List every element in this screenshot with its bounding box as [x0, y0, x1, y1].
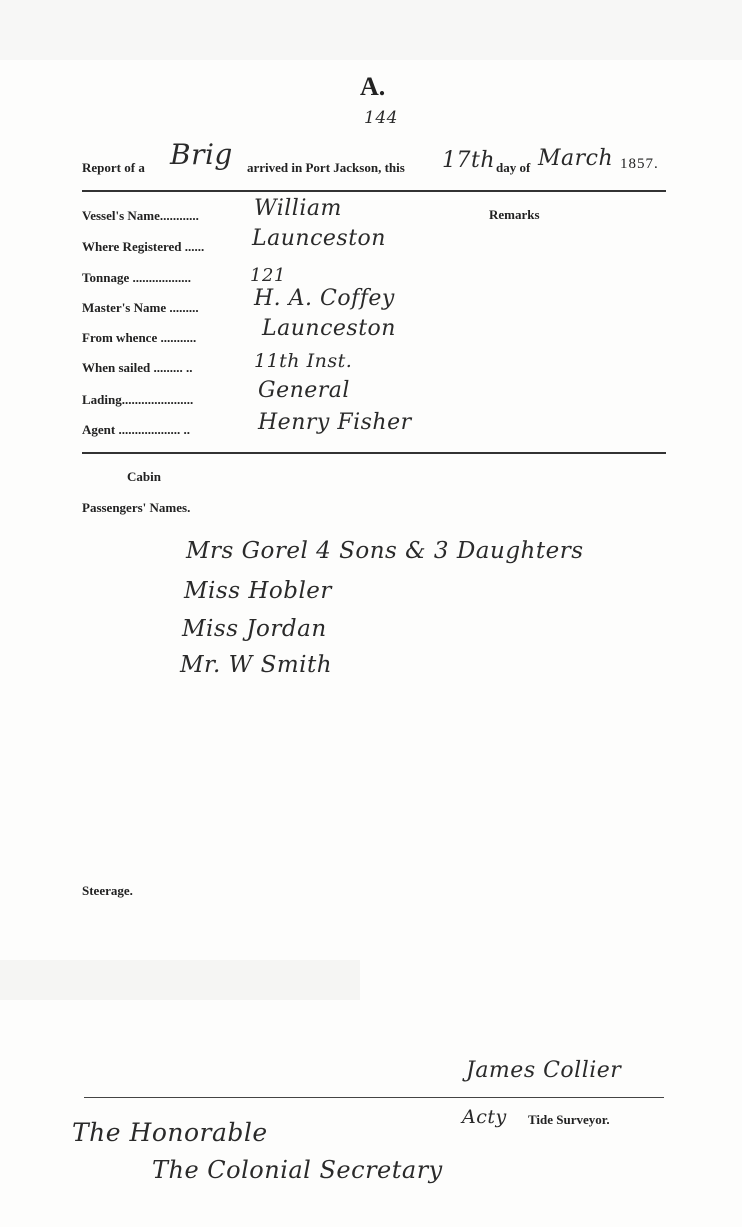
- vessel-type: Brig: [170, 138, 233, 171]
- agent-label: Agent ................... ..: [82, 422, 190, 437]
- sailed-value: 11th Inst.: [254, 350, 353, 372]
- form-number: 144: [364, 108, 398, 128]
- header-rule: [82, 190, 666, 192]
- arrived-text: arrived in Port Jackson, this: [247, 160, 405, 175]
- from-value: Launceston: [262, 316, 396, 341]
- tonnage-value: 121: [250, 265, 286, 286]
- passenger-name: Miss Jordan: [182, 616, 327, 642]
- fields-rule: [82, 452, 666, 454]
- passenger-name: Mrs Gorel 4 Sons & 3 Daughters: [186, 538, 584, 564]
- scan-smudge-bottom: [0, 960, 360, 1000]
- form-letter: A.: [360, 72, 386, 101]
- surveyor-prefix: Acty: [462, 1106, 507, 1128]
- signature-rule: [84, 1097, 664, 1098]
- agent-value: Henry Fisher: [258, 410, 412, 435]
- master-label: Master's Name .........: [82, 300, 199, 315]
- tonnage-label: Tonnage ..................: [82, 270, 191, 285]
- vessel-name-value: William: [254, 196, 342, 221]
- cabin-label: Cabin: [127, 469, 161, 484]
- day-of-text: day of: [496, 160, 531, 175]
- arrival-day: 17th: [442, 148, 496, 173]
- lading-value: General: [258, 378, 350, 403]
- surveyor-signature: James Collier: [466, 1058, 622, 1083]
- scan-smudge-top: [0, 0, 742, 60]
- sailed-label: When sailed ......... ..: [82, 360, 193, 375]
- addressee-line1: The Honorable: [72, 1118, 268, 1147]
- passenger-name: Mr. W Smith: [180, 652, 333, 678]
- master-value: H. A. Coffey: [254, 286, 395, 311]
- arrival-month: March: [538, 146, 614, 171]
- registered-label: Where Registered ......: [82, 239, 205, 254]
- addressee-line2: The Colonial Secretary: [152, 1156, 443, 1184]
- report-prefix: Report of a: [82, 160, 145, 175]
- remarks-label: Remarks: [489, 207, 540, 222]
- registered-value: Launceston: [252, 226, 386, 251]
- steerage-label: Steerage.: [82, 883, 133, 898]
- passengers-names-label: Passengers' Names.: [82, 500, 191, 515]
- lading-label: Lading......................: [82, 392, 194, 407]
- arrival-year: 1857.: [620, 156, 659, 172]
- surveyor-title: Tide Surveyor.: [528, 1112, 610, 1127]
- from-label: From whence ...........: [82, 330, 197, 345]
- vessel-name-label: Vessel's Name............: [82, 208, 199, 223]
- passenger-name: Miss Hobler: [184, 578, 332, 604]
